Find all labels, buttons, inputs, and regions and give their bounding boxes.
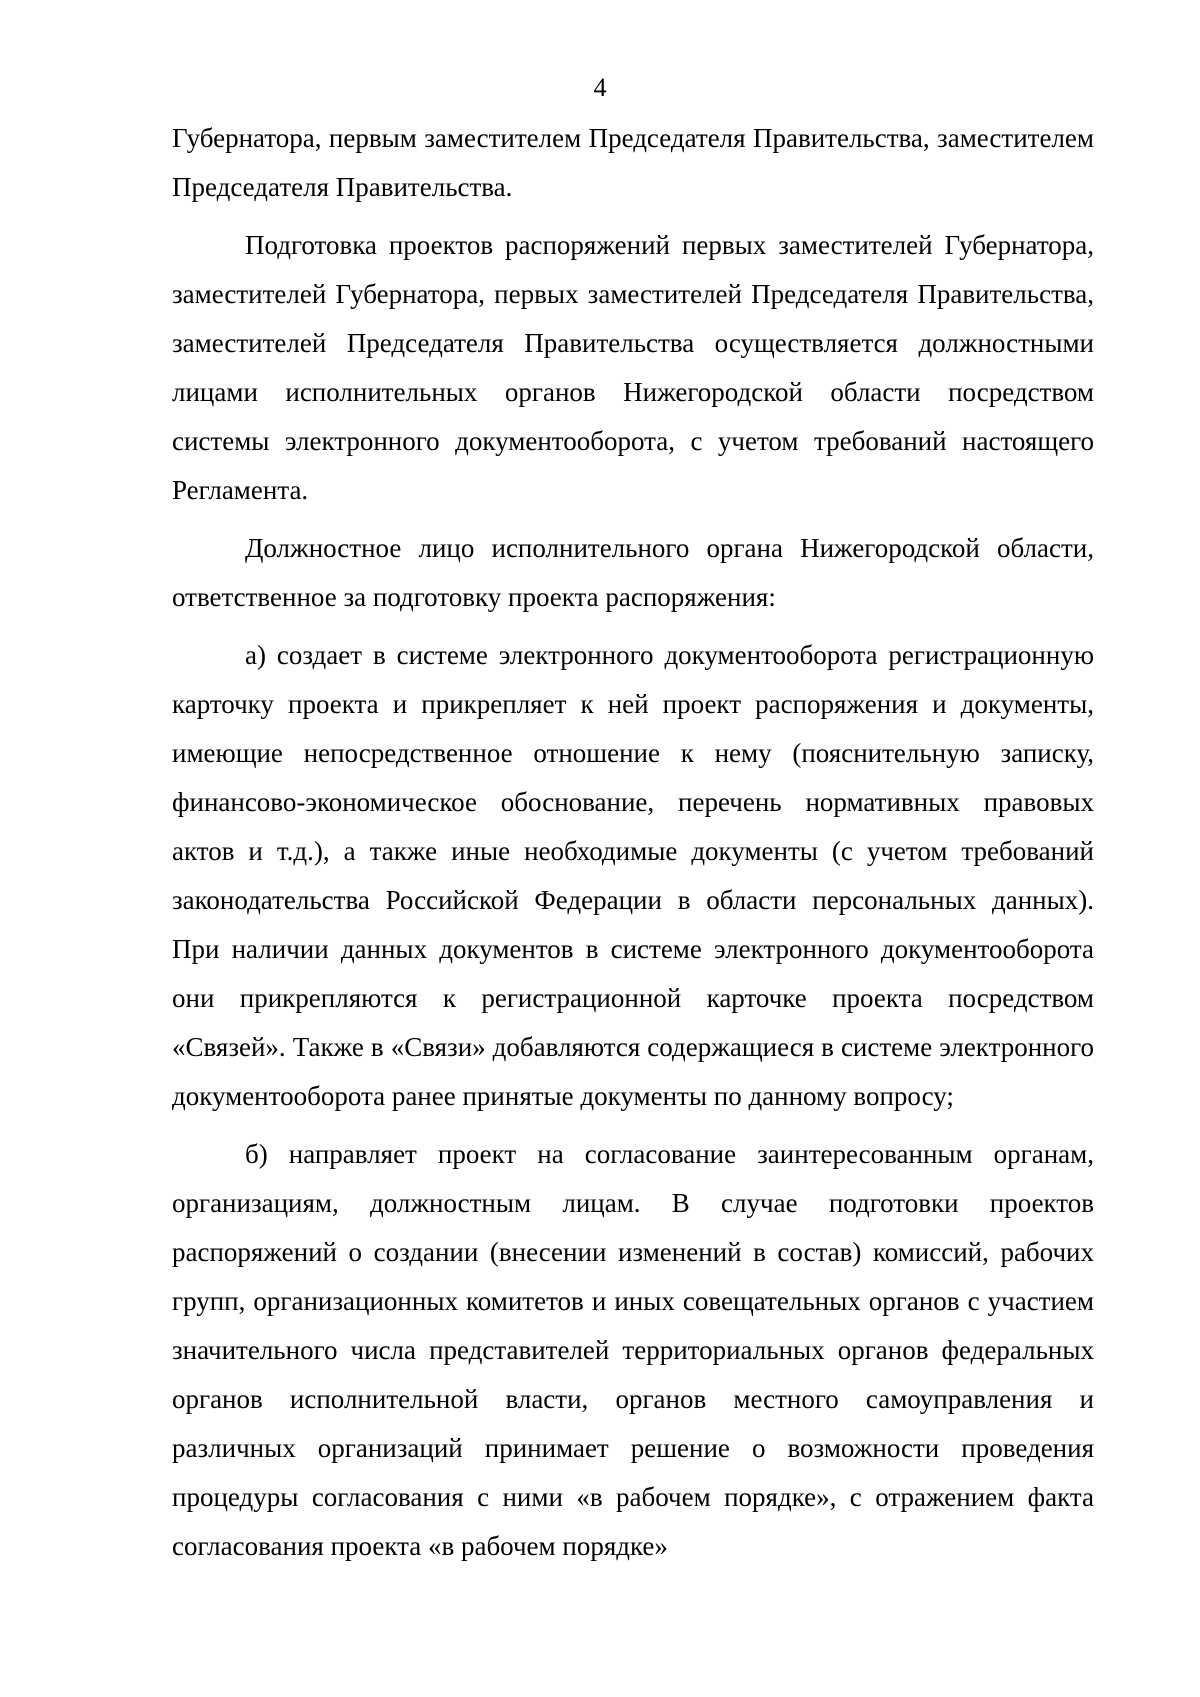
document-body: [172, 114, 1094, 1571]
paragraph-continuation: Губернатора, первым заместителем Председателя Правительства, заместителем Председателя Правительства.: [172, 123, 1094, 202]
list-item-b: б) направляет проект на согласование заинтересованным органам, организациям, должностным лицам. В случае подготовки проектов распоряжений о создании (внесении изменений в состав) комиссий, рабочих групп, организационных комитетов и иных совещательных органов с участием значительного числа представителей территориальных органов федеральных органов исполнительной власти, органов местного самоуправления и различных организаций принимает решение о возможности проведения процедуры согласования с ними «в рабочем порядке», с отражением факта согласования проекта «в рабочем порядке»: [172, 1139, 1094, 1561]
paragraph-drafting-orders: Подготовка проектов распоряжений первых заместителей Губернатора, заместителей Губернатора, первых заместителей Председателя Правительства, заместителей Председателя Правительства осуществляется должностными лицами исполнительных органов Нижегородской области посредством системы электронного документооборота, с учетом требований настоящего Регламента.: [172, 230, 1094, 505]
list-item-a: а) создает в системе электронного документооборота регистрационную карточку проекта и прикрепляет к ней проект распоряжения и документы, имеющие непосредственное отношение к нему (пояснительную записку, финансово-экономическое обоснование, перечень нормативных правовых актов и т.д.), а также иные необходимые документы (с учетом требований законодательства Российской Федерации в области персональных данных). При наличии данных документов в системе электронного документооборота они прикрепляются к регистрационной карточке проекта посредством «Связей». Также в «Связи» добавляются содержащиеся в системе электронного документооборота ранее принятые документы по данному вопросу;: [172, 640, 1094, 1111]
paragraph-responsible-official: Должностное лицо исполнительного органа Нижегородской области, ответственное за подготовку проекта распоряжения:: [172, 533, 1094, 612]
page-number: 4: [593, 73, 607, 102]
